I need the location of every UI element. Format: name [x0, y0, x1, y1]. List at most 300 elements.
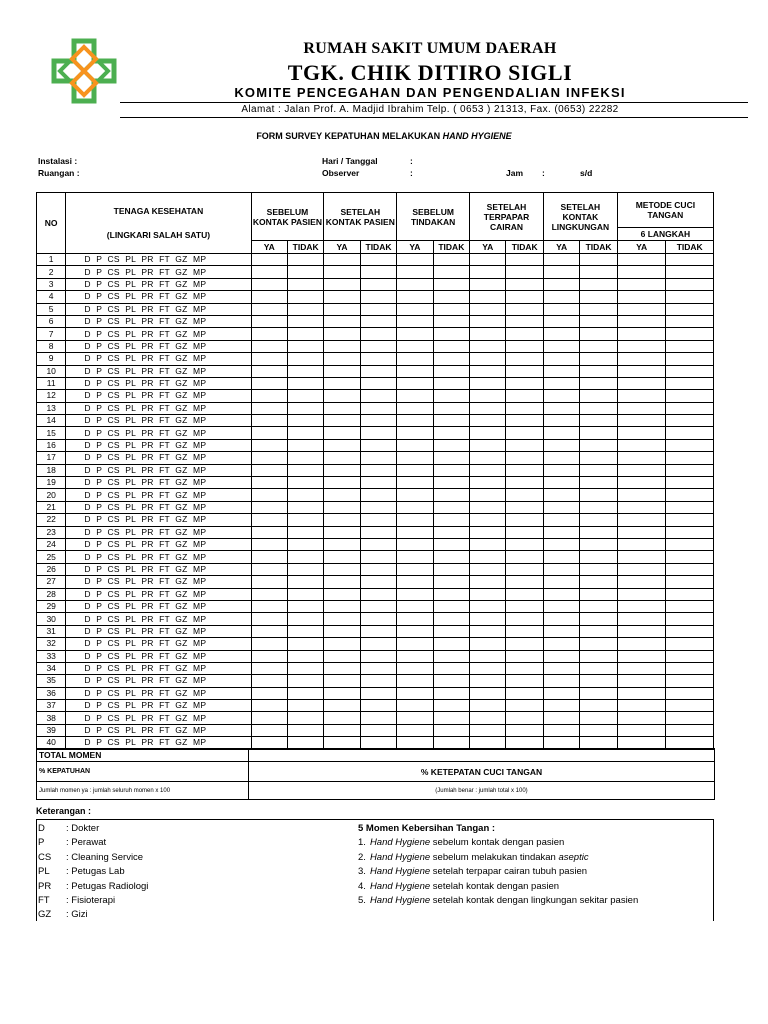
check-cell[interactable]: [397, 514, 433, 526]
check-cell[interactable]: [360, 340, 396, 352]
check-cell[interactable]: [360, 254, 396, 266]
check-cell[interactable]: [666, 588, 714, 600]
check-cell[interactable]: [580, 638, 617, 650]
check-cell[interactable]: [397, 501, 433, 513]
check-cell[interactable]: [617, 576, 666, 588]
staff-codes[interactable]: D P CS PL PR FT GZ MP: [66, 328, 251, 340]
check-cell[interactable]: [433, 712, 469, 724]
check-cell[interactable]: [617, 625, 666, 637]
check-cell[interactable]: [617, 613, 666, 625]
check-cell[interactable]: [397, 291, 433, 303]
staff-codes[interactable]: D P CS PL PR FT GZ MP: [66, 315, 251, 327]
check-cell[interactable]: [470, 675, 506, 687]
check-cell[interactable]: [251, 390, 287, 402]
check-cell[interactable]: [506, 712, 543, 724]
staff-codes[interactable]: D P CS PL PR FT GZ MP: [66, 427, 251, 439]
check-cell[interactable]: [360, 315, 396, 327]
check-cell[interactable]: [617, 650, 666, 662]
check-cell[interactable]: [397, 365, 433, 377]
check-cell[interactable]: [433, 377, 469, 389]
check-cell[interactable]: [617, 675, 666, 687]
observer-field[interactable]: :: [410, 168, 413, 178]
check-cell[interactable]: [324, 662, 360, 674]
check-cell[interactable]: [251, 650, 287, 662]
check-cell[interactable]: [506, 340, 543, 352]
check-cell[interactable]: [543, 600, 579, 612]
check-cell[interactable]: [433, 700, 469, 712]
check-cell[interactable]: [397, 315, 433, 327]
check-cell[interactable]: [666, 377, 714, 389]
check-cell[interactable]: [251, 538, 287, 550]
check-cell[interactable]: [666, 613, 714, 625]
check-cell[interactable]: [433, 551, 469, 563]
check-cell[interactable]: [433, 254, 469, 266]
check-cell[interactable]: [360, 563, 396, 575]
check-cell[interactable]: [324, 576, 360, 588]
check-cell[interactable]: [470, 650, 506, 662]
check-cell[interactable]: [470, 439, 506, 451]
check-cell[interactable]: [666, 563, 714, 575]
check-cell[interactable]: [251, 700, 287, 712]
check-cell[interactable]: [360, 576, 396, 588]
check-cell[interactable]: [617, 365, 666, 377]
check-cell[interactable]: [433, 439, 469, 451]
check-cell[interactable]: [470, 303, 506, 315]
check-cell[interactable]: [543, 303, 579, 315]
check-cell[interactable]: [397, 650, 433, 662]
staff-codes[interactable]: D P CS PL PR FT GZ MP: [66, 700, 251, 712]
check-cell[interactable]: [470, 600, 506, 612]
check-cell[interactable]: [397, 625, 433, 637]
check-cell[interactable]: [543, 353, 579, 365]
check-cell[interactable]: [666, 439, 714, 451]
check-cell[interactable]: [324, 415, 360, 427]
check-cell[interactable]: [324, 477, 360, 489]
check-cell[interactable]: [666, 427, 714, 439]
check-cell[interactable]: [287, 291, 323, 303]
check-cell[interactable]: [324, 700, 360, 712]
check-cell[interactable]: [543, 712, 579, 724]
check-cell[interactable]: [324, 538, 360, 550]
check-cell[interactable]: [506, 291, 543, 303]
check-cell[interactable]: [397, 662, 433, 674]
check-cell[interactable]: [287, 328, 323, 340]
check-cell[interactable]: [360, 328, 396, 340]
staff-codes[interactable]: D P CS PL PR FT GZ MP: [66, 291, 251, 303]
check-cell[interactable]: [580, 340, 617, 352]
check-cell[interactable]: [580, 600, 617, 612]
check-cell[interactable]: [251, 638, 287, 650]
check-cell[interactable]: [397, 538, 433, 550]
check-cell[interactable]: [324, 724, 360, 736]
check-cell[interactable]: [397, 402, 433, 414]
check-cell[interactable]: [433, 625, 469, 637]
check-cell[interactable]: [666, 712, 714, 724]
check-cell[interactable]: [580, 526, 617, 538]
check-cell[interactable]: [543, 254, 579, 266]
check-cell[interactable]: [666, 328, 714, 340]
check-cell[interactable]: [287, 538, 323, 550]
check-cell[interactable]: [324, 650, 360, 662]
check-cell[interactable]: [433, 588, 469, 600]
check-cell[interactable]: [360, 303, 396, 315]
check-cell[interactable]: [251, 687, 287, 699]
check-cell[interactable]: [433, 390, 469, 402]
staff-codes[interactable]: D P CS PL PR FT GZ MP: [66, 662, 251, 674]
staff-codes[interactable]: D P CS PL PR FT GZ MP: [66, 687, 251, 699]
check-cell[interactable]: [360, 724, 396, 736]
check-cell[interactable]: [287, 464, 323, 476]
check-cell[interactable]: [543, 613, 579, 625]
check-cell[interactable]: [506, 477, 543, 489]
check-cell[interactable]: [251, 415, 287, 427]
check-cell[interactable]: [360, 427, 396, 439]
check-cell[interactable]: [360, 452, 396, 464]
check-cell[interactable]: [506, 650, 543, 662]
check-cell[interactable]: [470, 526, 506, 538]
check-cell[interactable]: [287, 266, 323, 278]
check-cell[interactable]: [470, 700, 506, 712]
check-cell[interactable]: [251, 291, 287, 303]
check-cell[interactable]: [287, 427, 323, 439]
check-cell[interactable]: [324, 613, 360, 625]
check-cell[interactable]: [470, 452, 506, 464]
check-cell[interactable]: [580, 377, 617, 389]
check-cell[interactable]: [666, 576, 714, 588]
check-cell[interactable]: [287, 402, 323, 414]
check-cell[interactable]: [470, 662, 506, 674]
check-cell[interactable]: [287, 613, 323, 625]
check-cell[interactable]: [287, 600, 323, 612]
check-cell[interactable]: [287, 439, 323, 451]
check-cell[interactable]: [617, 700, 666, 712]
check-cell[interactable]: [543, 551, 579, 563]
staff-codes[interactable]: D P CS PL PR FT GZ MP: [66, 538, 251, 550]
staff-codes[interactable]: D P CS PL PR FT GZ MP: [66, 477, 251, 489]
check-cell[interactable]: [251, 402, 287, 414]
check-cell[interactable]: [543, 576, 579, 588]
check-cell[interactable]: [433, 477, 469, 489]
check-cell[interactable]: [360, 650, 396, 662]
check-cell[interactable]: [580, 675, 617, 687]
staff-codes[interactable]: D P CS PL PR FT GZ MP: [66, 340, 251, 352]
check-cell[interactable]: [251, 514, 287, 526]
check-cell[interactable]: [617, 477, 666, 489]
check-cell[interactable]: [543, 501, 579, 513]
check-cell[interactable]: [433, 266, 469, 278]
check-cell[interactable]: [360, 613, 396, 625]
check-cell[interactable]: [433, 402, 469, 414]
check-cell[interactable]: [397, 613, 433, 625]
check-cell[interactable]: [543, 563, 579, 575]
staff-codes[interactable]: D P CS PL PR FT GZ MP: [66, 353, 251, 365]
check-cell[interactable]: [360, 700, 396, 712]
check-cell[interactable]: [543, 415, 579, 427]
check-cell[interactable]: [506, 278, 543, 290]
check-cell[interactable]: [580, 687, 617, 699]
check-cell[interactable]: [397, 638, 433, 650]
staff-codes[interactable]: D P CS PL PR FT GZ MP: [66, 377, 251, 389]
check-cell[interactable]: [506, 254, 543, 266]
check-cell[interactable]: [543, 477, 579, 489]
check-cell[interactable]: [506, 353, 543, 365]
check-cell[interactable]: [251, 278, 287, 290]
check-cell[interactable]: [666, 254, 714, 266]
check-cell[interactable]: [360, 489, 396, 501]
check-cell[interactable]: [433, 600, 469, 612]
staff-codes[interactable]: D P CS PL PR FT GZ MP: [66, 501, 251, 513]
check-cell[interactable]: [397, 687, 433, 699]
check-cell[interactable]: [506, 600, 543, 612]
check-cell[interactable]: [543, 638, 579, 650]
check-cell[interactable]: [617, 712, 666, 724]
check-cell[interactable]: [251, 452, 287, 464]
check-cell[interactable]: [360, 638, 396, 650]
staff-codes[interactable]: D P CS PL PR FT GZ MP: [66, 278, 251, 290]
check-cell[interactable]: [506, 538, 543, 550]
check-cell[interactable]: [580, 588, 617, 600]
check-cell[interactable]: [324, 625, 360, 637]
check-cell[interactable]: [617, 662, 666, 674]
check-cell[interactable]: [324, 303, 360, 315]
check-cell[interactable]: [251, 315, 287, 327]
check-cell[interactable]: [617, 254, 666, 266]
check-cell[interactable]: [360, 687, 396, 699]
check-cell[interactable]: [506, 452, 543, 464]
check-cell[interactable]: [506, 464, 543, 476]
check-cell[interactable]: [580, 501, 617, 513]
check-cell[interactable]: [287, 625, 323, 637]
check-cell[interactable]: [580, 464, 617, 476]
check-cell[interactable]: [397, 254, 433, 266]
check-cell[interactable]: [433, 687, 469, 699]
check-cell[interactable]: [324, 501, 360, 513]
check-cell[interactable]: [666, 278, 714, 290]
check-cell[interactable]: [617, 563, 666, 575]
staff-codes[interactable]: D P CS PL PR FT GZ MP: [66, 365, 251, 377]
check-cell[interactable]: [506, 526, 543, 538]
check-cell[interactable]: [543, 315, 579, 327]
check-cell[interactable]: [666, 340, 714, 352]
check-cell[interactable]: [506, 625, 543, 637]
check-cell[interactable]: [617, 489, 666, 501]
check-cell[interactable]: [287, 563, 323, 575]
check-cell[interactable]: [360, 538, 396, 550]
check-cell[interactable]: [543, 266, 579, 278]
check-cell[interactable]: [506, 563, 543, 575]
check-cell[interactable]: [397, 353, 433, 365]
check-cell[interactable]: [433, 638, 469, 650]
check-cell[interactable]: [666, 501, 714, 513]
check-cell[interactable]: [324, 315, 360, 327]
check-cell[interactable]: [433, 576, 469, 588]
check-cell[interactable]: [617, 638, 666, 650]
check-cell[interactable]: [397, 340, 433, 352]
check-cell[interactable]: [287, 551, 323, 563]
check-cell[interactable]: [397, 439, 433, 451]
check-cell[interactable]: [397, 303, 433, 315]
check-cell[interactable]: [580, 303, 617, 315]
check-cell[interactable]: [397, 588, 433, 600]
check-cell[interactable]: [360, 625, 396, 637]
check-cell[interactable]: [287, 514, 323, 526]
check-cell[interactable]: [433, 315, 469, 327]
check-cell[interactable]: [506, 328, 543, 340]
staff-codes[interactable]: D P CS PL PR FT GZ MP: [66, 675, 251, 687]
check-cell[interactable]: [470, 724, 506, 736]
check-cell[interactable]: [470, 278, 506, 290]
check-cell[interactable]: [470, 266, 506, 278]
check-cell[interactable]: [580, 291, 617, 303]
check-cell[interactable]: [580, 514, 617, 526]
check-cell[interactable]: [287, 650, 323, 662]
check-cell[interactable]: [506, 675, 543, 687]
check-cell[interactable]: [470, 254, 506, 266]
check-cell[interactable]: [506, 700, 543, 712]
staff-codes[interactable]: D P CS PL PR FT GZ MP: [66, 303, 251, 315]
check-cell[interactable]: [580, 266, 617, 278]
check-cell[interactable]: [433, 489, 469, 501]
instalasi-field[interactable]: Instalasi :: [38, 156, 78, 166]
check-cell[interactable]: [324, 687, 360, 699]
check-cell[interactable]: [666, 625, 714, 637]
check-cell[interactable]: [287, 254, 323, 266]
check-cell[interactable]: [470, 489, 506, 501]
check-cell[interactable]: [470, 464, 506, 476]
check-cell[interactable]: [360, 377, 396, 389]
check-cell[interactable]: [580, 427, 617, 439]
staff-codes[interactable]: D P CS PL PR FT GZ MP: [66, 452, 251, 464]
check-cell[interactable]: [433, 724, 469, 736]
check-cell[interactable]: [506, 638, 543, 650]
check-cell[interactable]: [580, 563, 617, 575]
check-cell[interactable]: [617, 278, 666, 290]
check-cell[interactable]: [543, 340, 579, 352]
check-cell[interactable]: [506, 402, 543, 414]
check-cell[interactable]: [251, 563, 287, 575]
check-cell[interactable]: [324, 390, 360, 402]
check-cell[interactable]: [470, 353, 506, 365]
check-cell[interactable]: [666, 291, 714, 303]
check-cell[interactable]: [251, 303, 287, 315]
check-cell[interactable]: [617, 340, 666, 352]
check-cell[interactable]: [251, 613, 287, 625]
check-cell[interactable]: [287, 712, 323, 724]
check-cell[interactable]: [470, 315, 506, 327]
check-cell[interactable]: [251, 489, 287, 501]
check-cell[interactable]: [666, 724, 714, 736]
check-cell[interactable]: [506, 415, 543, 427]
check-cell[interactable]: [666, 662, 714, 674]
check-cell[interactable]: [251, 625, 287, 637]
check-cell[interactable]: [580, 402, 617, 414]
check-cell[interactable]: [287, 700, 323, 712]
check-cell[interactable]: [360, 390, 396, 402]
check-cell[interactable]: [617, 266, 666, 278]
check-cell[interactable]: [580, 625, 617, 637]
check-cell[interactable]: [617, 588, 666, 600]
check-cell[interactable]: [360, 712, 396, 724]
check-cell[interactable]: [287, 576, 323, 588]
check-cell[interactable]: [433, 613, 469, 625]
check-cell[interactable]: [666, 650, 714, 662]
check-cell[interactable]: [506, 439, 543, 451]
check-cell[interactable]: [617, 501, 666, 513]
check-cell[interactable]: [506, 303, 543, 315]
check-cell[interactable]: [617, 724, 666, 736]
check-cell[interactable]: [580, 712, 617, 724]
check-cell[interactable]: [397, 576, 433, 588]
check-cell[interactable]: [543, 402, 579, 414]
staff-codes[interactable]: D P CS PL PR FT GZ MP: [66, 613, 251, 625]
check-cell[interactable]: [287, 501, 323, 513]
check-cell[interactable]: [397, 477, 433, 489]
check-cell[interactable]: [470, 712, 506, 724]
staff-codes[interactable]: D P CS PL PR FT GZ MP: [66, 588, 251, 600]
ruangan-field[interactable]: Ruangan :: [38, 168, 80, 178]
jam-field[interactable]: :: [542, 168, 545, 178]
check-cell[interactable]: [397, 278, 433, 290]
check-cell[interactable]: [324, 712, 360, 724]
staff-codes[interactable]: D P CS PL PR FT GZ MP: [66, 551, 251, 563]
check-cell[interactable]: [287, 452, 323, 464]
check-cell[interactable]: [470, 427, 506, 439]
check-cell[interactable]: [433, 415, 469, 427]
check-cell[interactable]: [543, 625, 579, 637]
check-cell[interactable]: [324, 377, 360, 389]
check-cell[interactable]: [251, 501, 287, 513]
check-cell[interactable]: [543, 464, 579, 476]
check-cell[interactable]: [543, 662, 579, 674]
check-cell[interactable]: [543, 724, 579, 736]
check-cell[interactable]: [580, 477, 617, 489]
check-cell[interactable]: [251, 365, 287, 377]
staff-codes[interactable]: D P CS PL PR FT GZ MP: [66, 514, 251, 526]
check-cell[interactable]: [324, 526, 360, 538]
check-cell[interactable]: [666, 489, 714, 501]
check-cell[interactable]: [287, 588, 323, 600]
check-cell[interactable]: [666, 675, 714, 687]
check-cell[interactable]: [666, 514, 714, 526]
check-cell[interactable]: [287, 526, 323, 538]
check-cell[interactable]: [251, 588, 287, 600]
check-cell[interactable]: [397, 724, 433, 736]
check-cell[interactable]: [251, 724, 287, 736]
check-cell[interactable]: [287, 315, 323, 327]
staff-codes[interactable]: D P CS PL PR FT GZ MP: [66, 650, 251, 662]
hari-tanggal-field[interactable]: :: [410, 156, 413, 166]
check-cell[interactable]: [617, 328, 666, 340]
check-cell[interactable]: [580, 724, 617, 736]
check-cell[interactable]: [617, 439, 666, 451]
check-cell[interactable]: [666, 600, 714, 612]
check-cell[interactable]: [324, 291, 360, 303]
check-cell[interactable]: [470, 477, 506, 489]
check-cell[interactable]: [251, 377, 287, 389]
check-cell[interactable]: [324, 402, 360, 414]
check-cell[interactable]: [666, 415, 714, 427]
check-cell[interactable]: [506, 365, 543, 377]
check-cell[interactable]: [251, 600, 287, 612]
check-cell[interactable]: [397, 427, 433, 439]
check-cell[interactable]: [543, 291, 579, 303]
check-cell[interactable]: [666, 464, 714, 476]
check-cell[interactable]: [360, 600, 396, 612]
check-cell[interactable]: [287, 415, 323, 427]
check-cell[interactable]: [617, 551, 666, 563]
check-cell[interactable]: [360, 278, 396, 290]
check-cell[interactable]: [580, 415, 617, 427]
